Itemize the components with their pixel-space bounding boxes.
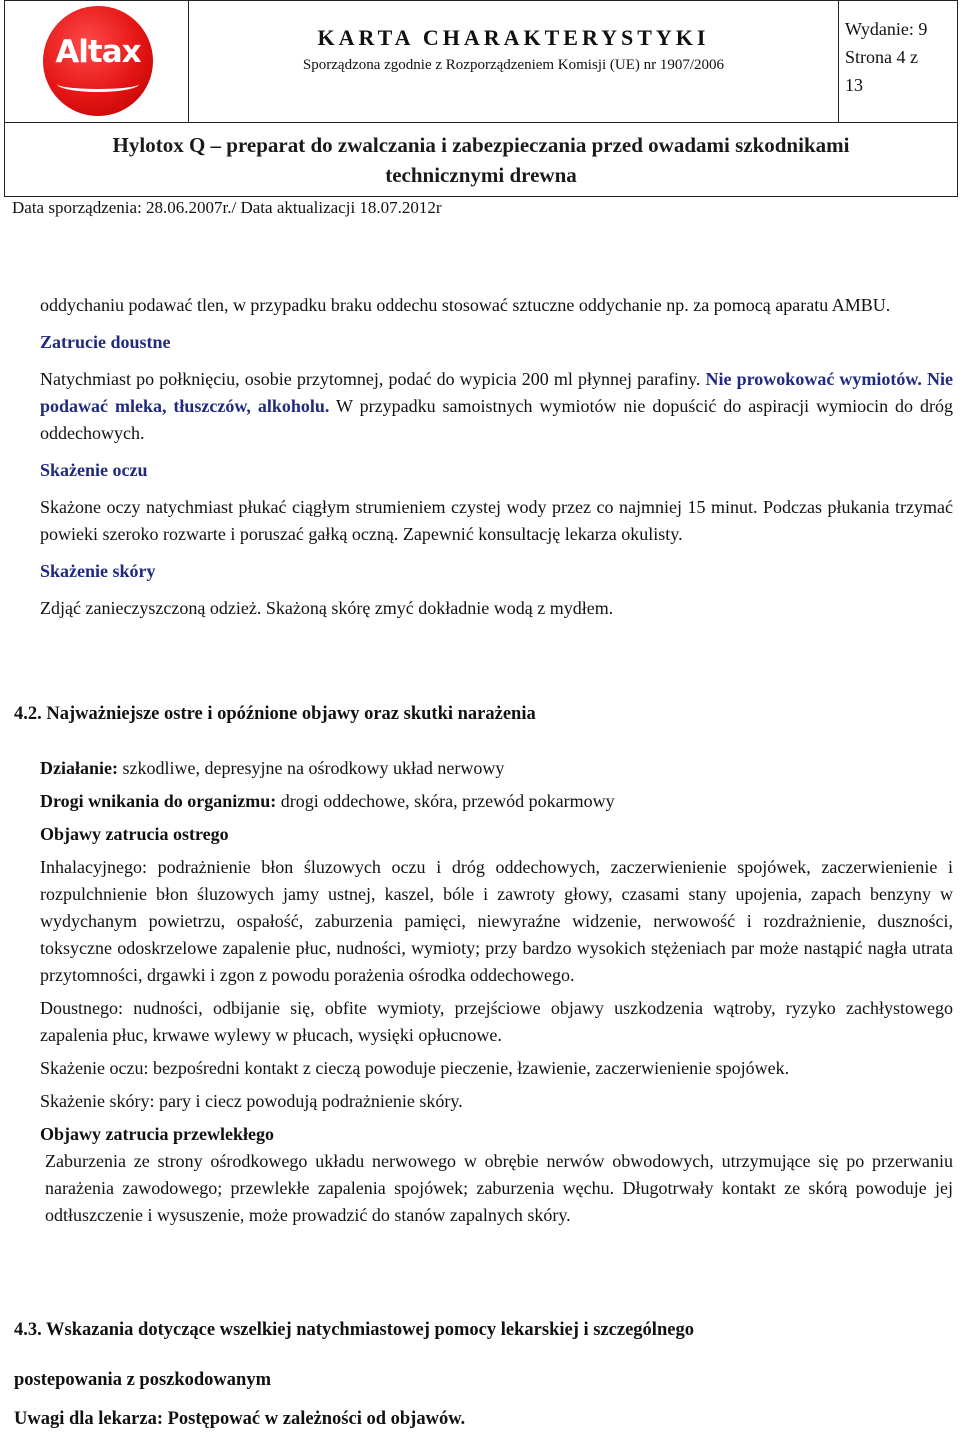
page-of: Strona 4 z [845, 47, 918, 67]
heading-skin-contamination: Skażenie skóry [40, 561, 156, 581]
paragraph-oxygen: oddychaniu podawać tlen, w przypadku braku oddechu stosować sztuczne oddychanie np. za pomocą aparatu AMBU. [40, 295, 891, 315]
routes-text: drogi oddechowe, skóra, przewód pokarmowy [280, 791, 615, 811]
heading-eye-contamination: Skażenie oczu [40, 460, 148, 480]
doctor-note: Uwagi dla lekarza: Postępować w zależności od objawów. [14, 1409, 466, 1429]
product-title [5, 123, 958, 197]
title-cell [189, 1, 839, 123]
paragraph-oral-symptoms: Doustnego: nudności, odbijanie się, obfite wymioty, przejściowe objawy uszkodzenia wątroby, ryzyko zachłystowego zapalenia płuc, krwawe wylewy w płucach, wysięki opłucnowe. [40, 998, 953, 1045]
routes-line [40, 788, 953, 815]
paragraph-inhalation: Inhalacyjnego: podrażnienie błon śluzowych oczu i dróg oddechowych, zaczerwienienie spojówek, zaczerwienienie i rozpulchnienie błon śluzowych jamy ustnej, kaszel, bóle i zawroty głowy, czasami stany upojenia, zapach benzyny w wydychanym powietrzu, ospałość, zaburzenia pamięci, niewyraźne widzenie, nerwowość i rozdrażnienie, duszności, toksyczne odoskrzelowe zapalenie płuc, nudności, wymioty; przy bardzo wysokich stężeniach par może nastąpić nagła utrata przytomności, drgawki i zgon z powodu porażenia ośrodka oddechowego. [40, 857, 953, 985]
document-dates: Data sporządzenia: 28.06.2007r./ Data aktualizacji 18.07.2012r [12, 198, 442, 217]
section-4-3-title-line-2: postepowania z poszkodowanym [14, 1370, 271, 1390]
page-total: 13 [845, 75, 863, 95]
edition-cell [839, 1, 958, 123]
product-line-2: technicznymi drewna [385, 163, 577, 187]
section-4-1-continuation [40, 292, 953, 622]
document-header [4, 0, 958, 197]
paragraph-oral [40, 366, 953, 447]
logo-text: Altax [55, 34, 141, 70]
paragraph-skin-symptoms: Skażenie skóry: pary i ciecz powodują podrażnienie skóry. [40, 1091, 463, 1111]
product-line-1: Hylotox Q – preparat do zwalczania i zabezpieczania przed owadami szkodnikami [112, 133, 850, 157]
section-4-2-body [40, 755, 953, 1229]
edition: Wydanie: 9 [845, 19, 928, 39]
action-text: szkodliwe, depresyjne na ośrodkowy układ nerwowy [122, 758, 505, 778]
card-title: KARTA CHARAKTERYSTYKI [317, 25, 710, 50]
logo-cell [5, 1, 189, 123]
paragraph-skin: Zdjąć zanieczyszczoną odzież. Skażoną skórę zmyć dokładnie wodą z mydłem. [40, 598, 614, 618]
card-subtitle: Sporządzona zgodnie z Rozporządzeniem Komisji (UE) nr 1907/2006 [302, 57, 725, 73]
section-4-3-title-line-1: 4.3. Wskazania dotyczące wszelkiej natychmiastowej pomocy lekarskiej i szczególnego [14, 1320, 694, 1340]
oral-text-1: Natychmiast po połknięciu, osobie przytomnej, podać do wypicia 200 ml płynnej parafiny. [40, 369, 701, 389]
action-label: Działanie: [40, 758, 118, 778]
heading-acute-symptoms: Objawy zatrucia ostrego [40, 824, 229, 844]
oral-text-2: W przypadku samoistnych wymiotów nie dopuścić do aspiracji wymiocin do dróg oddechowych. [40, 396, 953, 443]
heading-oral-poisoning: Zatrucie doustne [40, 332, 171, 352]
logo-swoosh [57, 76, 139, 92]
paragraph-chronic: Zaburzenia ze strony ośrodkowego układu nerwowego w obrębie nerwów obwodowych, utrzymujące się po przerwaniu narażenia zawodowego; przewlekłe zapalenia spojówek; zaburzenia węchu. Długotrwały kontakt ze skórą powoduje jej odtłuszczenie i wysuszenie, może prowadzić do stanów zapalnych skóry. [45, 1151, 953, 1225]
paragraph-eye: Skażone oczy natychmiast płukać ciągłym strumieniem czystej wody przez co najmniej 15 minut. Podczas płukania trzymać powieki szeroko rozwarte i poruszać gałką oczną. Zapewnić konsultację lekarza okulisty. [40, 497, 953, 544]
heading-chronic-symptoms: Objawy zatrucia przewlekłego [40, 1124, 274, 1144]
altax-logo [43, 6, 153, 116]
oral-warning: Nie prowokować wymiotów. Nie podawać mleka, tłuszczów, alkoholu. [40, 369, 954, 416]
paragraph-eye-symptoms: Skażenie oczu: bezpośredni kontakt z cieczą powoduje pieczenie, łzawienie, zaczerwienienie spojówek. [40, 1058, 790, 1078]
section-4-2-title: 4.2. Najważniejsze ostre i opóźnione objawy oraz skutki narażenia [14, 704, 536, 724]
action-line [40, 755, 953, 782]
routes-label: Drogi wnikania do organizmu: [40, 791, 277, 811]
